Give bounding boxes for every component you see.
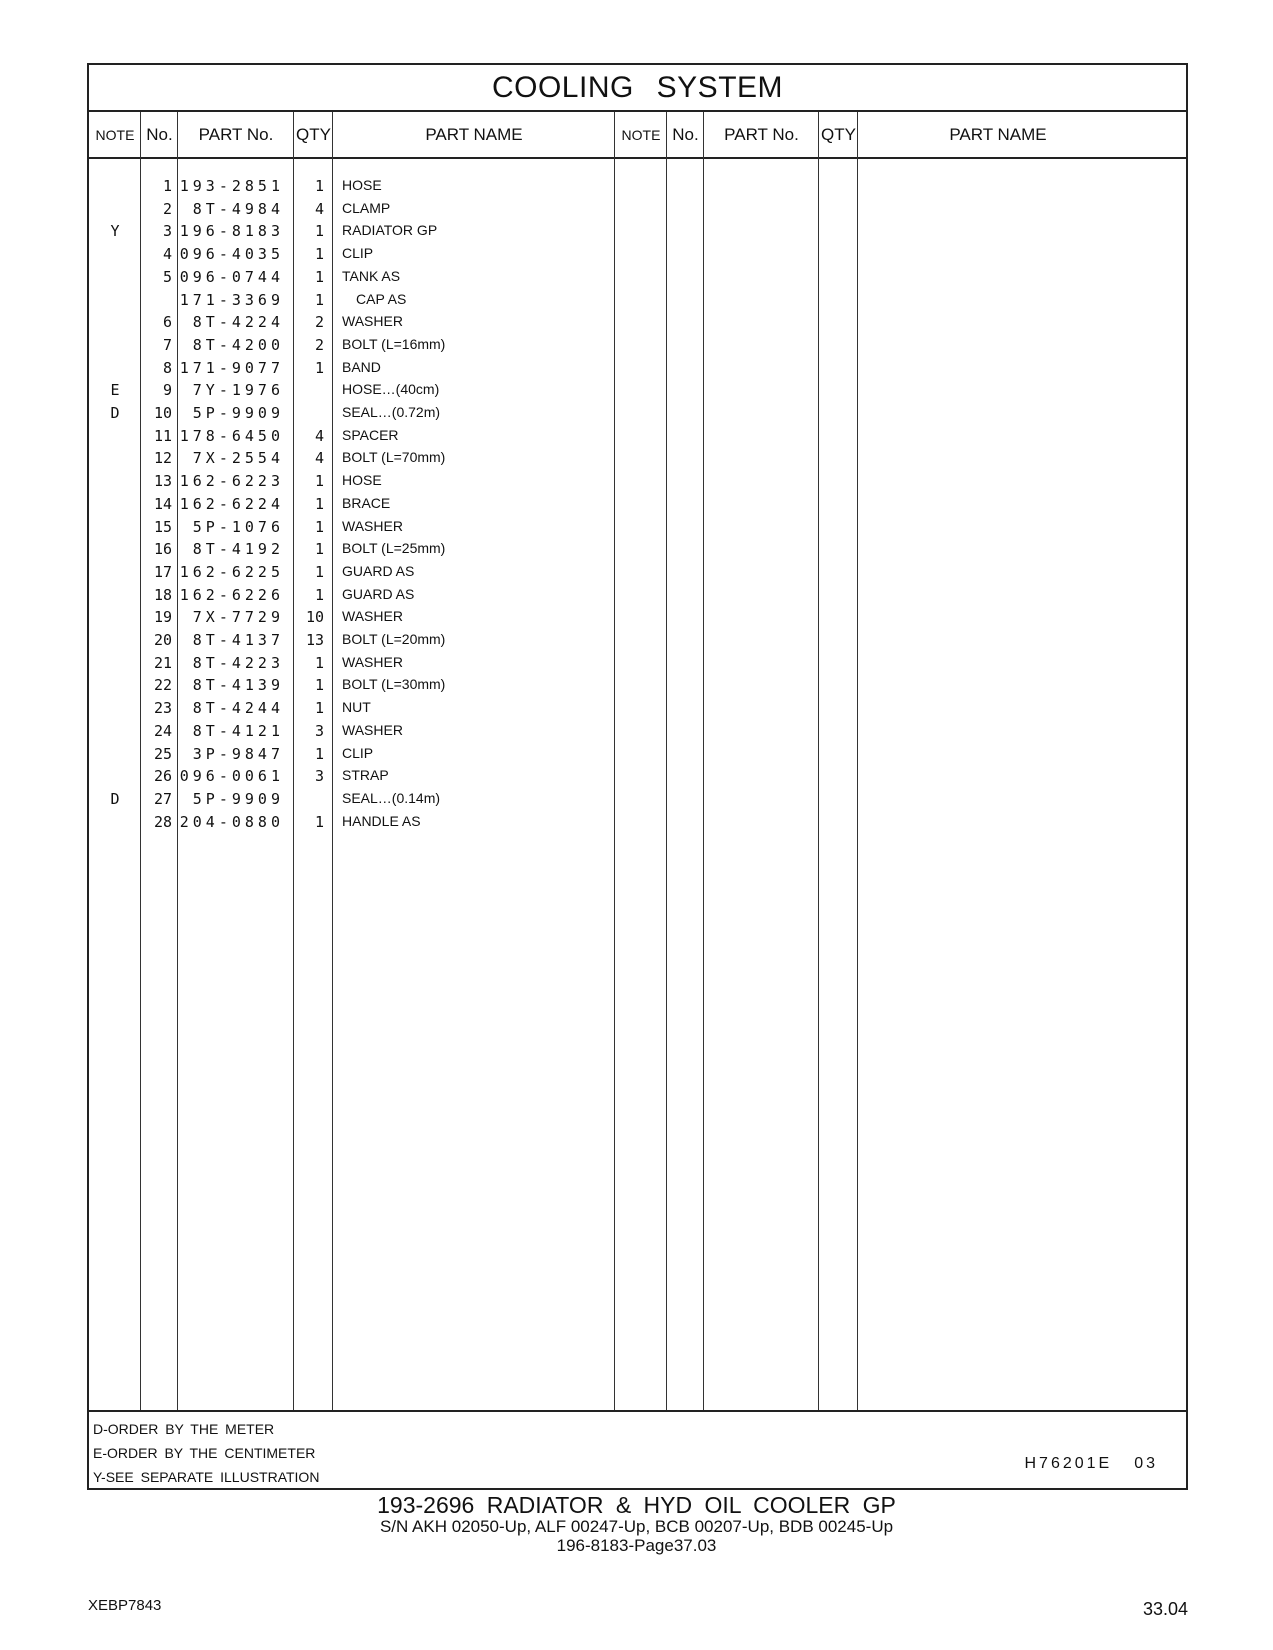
document-id: XEBP7843	[88, 1597, 162, 1614]
row-part-number: 096-4035	[179, 245, 284, 264]
row-part-number: 8T-4200	[192, 335, 284, 354]
row-item-number: 16	[153, 540, 172, 559]
row-part-number: 171-3369	[179, 290, 284, 309]
row-part-name: CLIP	[342, 744, 374, 761]
footer-divider	[89, 1410, 1186, 1412]
parts-list-table	[87, 63, 1188, 1490]
row-quantity: 3	[314, 721, 324, 740]
table-row	[89, 357, 1186, 380]
row-quantity: 1	[314, 517, 324, 536]
row-part-name: BAND	[342, 358, 381, 375]
row-quantity: 1	[314, 699, 324, 718]
table-row	[89, 720, 1186, 743]
table-row	[89, 788, 1186, 811]
row-part-name: WASHER	[342, 653, 403, 670]
row-part-number: 162-6224	[179, 494, 284, 513]
header-note: NOTE	[95, 126, 135, 143]
row-part-name: BOLT (L=30mm)	[342, 676, 446, 693]
row-part-number: 162-6225	[179, 562, 284, 581]
row-part-number: 8T-4984	[192, 199, 284, 218]
header-note-right: NOTE	[621, 126, 661, 143]
row-part-number: 5P-1076	[192, 517, 284, 536]
row-quantity: 1	[314, 494, 324, 513]
row-part-name: SEAL…(0.14m)	[342, 789, 441, 806]
table-row	[89, 220, 1186, 243]
row-quantity: 2	[314, 313, 324, 332]
header-no: No.	[146, 124, 173, 144]
table-row	[89, 743, 1186, 766]
table-row	[89, 811, 1186, 834]
row-item-number: 23	[153, 699, 172, 718]
table-row	[89, 674, 1186, 697]
row-item-number: 11	[153, 426, 172, 445]
table-row	[89, 765, 1186, 788]
row-item-number: 5	[162, 267, 172, 286]
row-part-number: 8T-4224	[192, 313, 284, 332]
row-item-number: 7	[162, 335, 172, 354]
row-item-number: 15	[153, 517, 172, 536]
table-row	[89, 493, 1186, 516]
row-part-name: STRAP	[342, 767, 389, 784]
table-row	[89, 447, 1186, 470]
row-part-number: 204-0880	[179, 812, 284, 831]
illustration-code	[1024, 1455, 1158, 1473]
row-item-number: 10	[153, 404, 172, 422]
row-part-name: WASHER	[342, 517, 403, 534]
row-item-number: 9	[162, 381, 172, 400]
row-part-number: 8T-4139	[192, 676, 284, 695]
row-part-number: 7X-7729	[192, 608, 284, 627]
row-item-number: 14	[153, 494, 172, 513]
row-part-number: 096-0744	[179, 267, 284, 286]
header-part-no-right: PART No.	[724, 124, 799, 144]
row-part-number: 8T-4137	[192, 631, 284, 649]
section-title: COOLING SYSTEM	[89, 65, 1186, 112]
row-quantity: 3	[314, 767, 324, 786]
row-part-number: 3P-9847	[192, 744, 284, 763]
row-note: D	[110, 404, 120, 422]
row-quantity: 1	[314, 744, 324, 763]
row-quantity: 4	[314, 426, 324, 445]
row-quantity: 2	[314, 335, 324, 354]
row-quantity: 13	[305, 631, 324, 649]
table-row	[89, 334, 1186, 357]
row-item-number: 13	[153, 472, 172, 491]
table-row	[89, 243, 1186, 266]
row-note: Y	[110, 222, 120, 241]
row-part-name: SPACER	[342, 426, 399, 443]
header-part-name: PART NAME	[425, 124, 523, 144]
row-item-number: 22	[153, 676, 172, 695]
group-caption: 193-2696 RADIATOR & HYD OIL COOLER GP	[377, 1492, 896, 1518]
row-item-number: 8	[162, 358, 172, 377]
row-item-number: 20	[153, 631, 172, 649]
revision-number: 03	[1134, 1455, 1158, 1472]
table-row	[89, 379, 1186, 402]
row-item-number: 26	[153, 767, 172, 786]
table-row	[89, 561, 1186, 584]
row-item-number: 25	[153, 744, 172, 763]
row-part-name: GUARD AS	[342, 585, 415, 602]
row-quantity: 1	[314, 562, 324, 581]
table-row	[89, 289, 1186, 312]
row-quantity: 1	[314, 245, 324, 264]
row-item-number: 19	[153, 608, 172, 627]
table-row	[89, 516, 1186, 539]
row-item-number: 12	[153, 449, 172, 468]
table-row	[89, 311, 1186, 334]
table-header-row	[89, 112, 1186, 159]
row-quantity: 4	[314, 199, 324, 218]
row-part-number: 5P-9909	[192, 404, 284, 422]
header-part-name-right: PART NAME	[949, 124, 1047, 144]
table-row	[89, 266, 1186, 289]
row-quantity: 4	[314, 449, 324, 468]
row-part-number: 8T-4244	[192, 699, 284, 718]
legend-centimeter: E-ORDER BY THE CENTIMETER	[93, 1445, 316, 1461]
row-part-name: CLIP	[342, 245, 374, 262]
table-row	[89, 198, 1186, 221]
row-part-name: RADIATOR GP	[342, 222, 438, 239]
row-part-name: CAP AS	[356, 290, 407, 307]
row-part-number: 193-2851	[179, 177, 284, 195]
row-item-number: 17	[153, 562, 172, 581]
row-part-number: 8T-4121	[192, 721, 284, 740]
row-part-name: BRACE	[342, 494, 391, 511]
header-qty: QTY	[296, 124, 331, 144]
row-item-number: 27	[153, 789, 172, 808]
page-reference: 196-8183-Page37.03	[556, 1536, 717, 1555]
row-part-number: 7Y-1976	[192, 381, 284, 400]
table-row	[89, 538, 1186, 561]
table-row	[89, 606, 1186, 629]
row-part-number: 8T-4192	[192, 540, 284, 559]
row-quantity: 1	[314, 290, 324, 309]
row-part-name: BOLT (L=25mm)	[342, 540, 446, 557]
row-item-number: 4	[162, 245, 172, 264]
row-part-number: 171-9077	[179, 358, 284, 377]
table-row	[89, 175, 1186, 198]
row-part-name: BOLT (L=20mm)	[342, 631, 446, 647]
row-quantity: 1	[314, 585, 324, 604]
row-item-number: 21	[153, 653, 172, 672]
row-quantity: 1	[314, 472, 324, 491]
row-quantity: 10	[305, 608, 324, 627]
row-note: D	[110, 789, 120, 808]
table-row	[89, 470, 1186, 493]
row-part-name: SEAL…(0.72m)	[342, 404, 441, 420]
row-part-name: NUT	[342, 699, 371, 716]
row-quantity: 1	[314, 653, 324, 672]
row-part-number: 178-6450	[179, 426, 284, 445]
row-quantity: 1	[314, 267, 324, 286]
row-item-number: 1	[162, 177, 172, 195]
row-item-number: 24	[153, 721, 172, 740]
row-part-name: CLAMP	[342, 199, 391, 216]
row-part-number: 5P-9909	[192, 789, 284, 808]
row-part-number: 162-6223	[179, 472, 284, 491]
illustration-number: H76201E	[1024, 1455, 1113, 1472]
header-part-no: PART No.	[198, 124, 274, 144]
row-quantity: 1	[314, 676, 324, 695]
row-quantity: 1	[314, 812, 324, 831]
row-part-number: 8T-4223	[192, 653, 284, 672]
row-quantity: 1	[314, 540, 324, 559]
row-part-name: HOSE	[342, 177, 382, 193]
page-number: 33.04	[1142, 1599, 1188, 1619]
row-part-name: BOLT (L=16mm)	[342, 335, 446, 352]
row-part-name: WASHER	[342, 721, 403, 738]
row-part-name: GUARD AS	[342, 562, 415, 579]
table-row	[89, 697, 1186, 720]
row-part-name: HANDLE AS	[342, 812, 421, 829]
table-row	[89, 652, 1186, 675]
row-part-name: WASHER	[342, 313, 403, 330]
table-row	[89, 402, 1186, 425]
row-part-name: BOLT (L=70mm)	[342, 449, 446, 466]
row-quantity: 1	[314, 358, 324, 377]
row-item-number: 28	[153, 812, 172, 831]
row-quantity: 1	[314, 222, 324, 241]
header-no-right: No.	[672, 124, 699, 144]
row-part-number: 7X-2554	[192, 449, 284, 468]
row-part-name: HOSE	[342, 472, 382, 489]
row-part-name: HOSE…(40cm)	[342, 381, 440, 398]
row-part-number: 162-6226	[179, 585, 284, 604]
header-qty-right: QTY	[821, 124, 856, 144]
legend-illustration: Y-SEE SEPARATE ILLUSTRATION	[93, 1469, 320, 1485]
row-quantity: 1	[314, 177, 324, 195]
row-note: E	[110, 381, 120, 400]
row-item-number: 2	[162, 199, 172, 218]
row-item-number: 18	[153, 585, 172, 604]
row-part-number: 196-8183	[179, 222, 284, 241]
row-part-name: WASHER	[342, 608, 403, 625]
row-item-number: 6	[162, 313, 172, 332]
row-part-name: TANK AS	[342, 267, 401, 284]
legend-meter: D-ORDER BY THE METER	[93, 1421, 275, 1437]
table-row	[89, 629, 1186, 652]
row-part-number: 096-0061	[179, 767, 284, 786]
table-row	[89, 425, 1186, 448]
row-item-number: 3	[162, 222, 172, 241]
serial-numbers: S/N AKH 02050-Up, ALF 00247-Up, BCB 00207-Up, BDB 00245-Up	[379, 1517, 894, 1536]
table-row	[89, 584, 1186, 607]
